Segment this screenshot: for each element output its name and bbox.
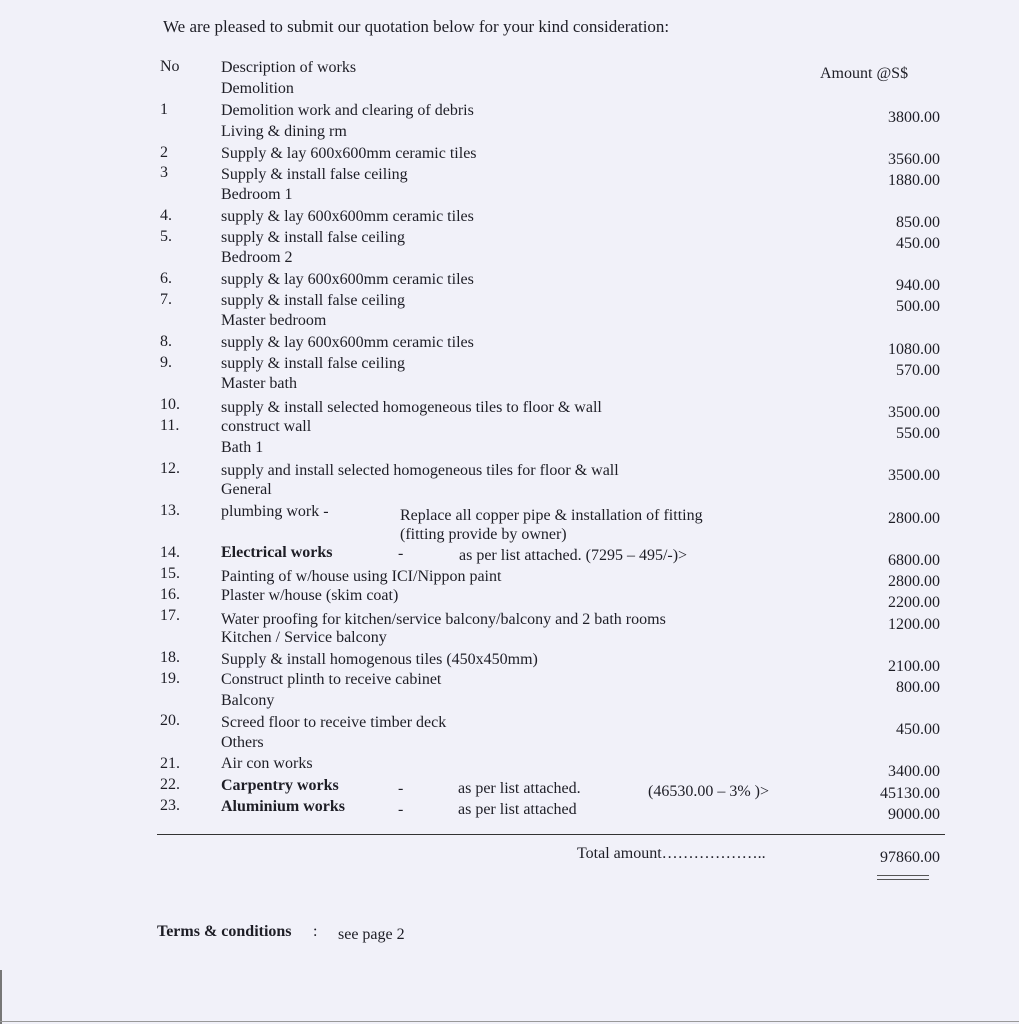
item-dash: - (398, 545, 404, 562)
item-description: Screed floor to receive timber deck (221, 714, 447, 731)
section-heading: Others (221, 734, 264, 751)
item-number: 20. (160, 712, 180, 729)
item-amount: 850.00 (896, 214, 940, 231)
item-number: 21. (160, 755, 180, 772)
item-dash: - (398, 780, 404, 797)
section-heading: Balcony (221, 692, 275, 709)
item-number: 15. (160, 565, 180, 582)
item-amount: 1200.00 (888, 616, 940, 633)
item-description: supply & install false ceiling (221, 229, 405, 246)
item-description: Carpentry works (221, 777, 339, 794)
item-number: 14. (160, 544, 180, 561)
item-number: 17. (160, 607, 180, 624)
item-detail: (46530.00 – 3% )> (648, 783, 770, 800)
item-description: supply and install selected homogeneous tiles for floor & wall (221, 462, 619, 479)
item-description: Electrical works (221, 544, 333, 561)
item-amount: 450.00 (896, 235, 940, 252)
section-heading: Kitchen / Service balcony (221, 629, 387, 646)
item-number: 6. (160, 270, 172, 287)
section-heading: General (221, 481, 272, 498)
total-label: Total amount……………….. (577, 845, 766, 862)
section-heading: Bedroom 1 (221, 186, 293, 203)
scan-edge (0, 1021, 1019, 1022)
terms-colon: : (313, 923, 318, 940)
item-number: 11. (160, 417, 180, 434)
item-amount: 3800.00 (888, 109, 940, 126)
item-description: Air con works (221, 755, 313, 772)
item-amount: 800.00 (896, 679, 940, 696)
item-number: 5. (160, 228, 172, 245)
item-amount: 1080.00 (888, 341, 940, 358)
item-amount: 940.00 (896, 277, 940, 294)
item-description: supply & lay 600x600mm ceramic tiles (221, 208, 474, 225)
item-amount: 570.00 (896, 362, 940, 379)
item-detail: (fitting provide by owner) (400, 526, 567, 543)
item-amount: 500.00 (896, 298, 940, 315)
item-number: 12. (160, 460, 180, 477)
header-amount: Amount @S$ (820, 65, 909, 82)
item-description: supply & lay 600x600mm ceramic tiles (221, 334, 474, 351)
item-amount: 2800.00 (888, 510, 940, 527)
item-number: 10. (160, 396, 180, 413)
item-number: 3 (160, 164, 168, 181)
item-number: 1 (160, 101, 168, 118)
section-heading: Bedroom 2 (221, 249, 293, 266)
item-number: 19. (160, 670, 180, 687)
item-amount: 1880.00 (888, 172, 940, 189)
item-dash: - (398, 801, 404, 818)
intro-text: We are pleased to submit our quotation below for your kind consideration: (163, 17, 670, 36)
item-number: 9. (160, 354, 172, 371)
item-detail: as per list attached. (458, 780, 581, 797)
item-amount: 3400.00 (888, 763, 940, 780)
item-amount: 2800.00 (888, 573, 940, 590)
item-description: construct wall (221, 418, 312, 435)
item-amount: 450.00 (896, 721, 940, 738)
section-heading: Master bath (221, 375, 297, 392)
item-number: 23. (160, 797, 180, 814)
item-amount: 2200.00 (888, 594, 940, 611)
item-description: Supply & install false ceiling (221, 166, 408, 183)
item-amount: 9000.00 (888, 806, 940, 823)
section-heading: Bath 1 (221, 439, 264, 456)
total-divider (157, 834, 945, 835)
item-number: 7. (160, 291, 172, 308)
item-number: 13. (160, 502, 180, 519)
terms-label: Terms & conditions (157, 923, 292, 940)
item-number: 18. (160, 649, 180, 666)
item-amount: 6800.00 (888, 552, 940, 569)
item-number: 2 (160, 144, 168, 161)
item-description: supply & lay 600x600mm ceramic tiles (221, 271, 474, 288)
item-number: 16. (160, 586, 180, 603)
item-detail: as per list attached (458, 801, 577, 818)
item-amount: 45130.00 (880, 785, 940, 802)
total-double-underline (877, 875, 929, 880)
item-description: Painting of w/house using ICI/Nippon paint (221, 568, 502, 585)
item-detail: as per list attached. (7295 – 495/-)> (459, 547, 688, 564)
total-amount: 97860.00 (880, 849, 940, 866)
item-description: Demolition work and clearing of debris (221, 102, 474, 119)
section-heading: Living & dining rm (221, 123, 347, 140)
item-amount: 2100.00 (888, 658, 940, 675)
item-description: Construct plinth to receive cabinet (221, 671, 442, 688)
item-description: plumbing work - (221, 503, 329, 520)
item-description: Water proofing for kitchen/service balcony/balcony and 2 bath rooms (221, 611, 666, 628)
item-description: Aluminium works (221, 798, 346, 815)
item-description: Plaster w/house (skim coat) (221, 587, 399, 604)
item-amount: 3500.00 (888, 404, 940, 421)
terms-value: see page 2 (338, 926, 405, 943)
item-description: Supply & install homogenous tiles (450x450mm) (221, 651, 538, 668)
section-heading: Demolition (221, 80, 294, 97)
item-number: 8. (160, 333, 172, 350)
item-number: 4. (160, 207, 172, 224)
item-amount: 3560.00 (888, 151, 940, 168)
item-description: supply & install selected homogeneous tiles to floor & wall (221, 399, 602, 416)
item-detail: Replace all copper pipe & installation of fitting (400, 507, 703, 524)
item-amount: 550.00 (896, 425, 940, 442)
section-heading: Master bedroom (221, 312, 327, 329)
item-number: 22. (160, 776, 180, 793)
header-description: Description of works (221, 59, 357, 76)
header-no: No (160, 58, 180, 75)
item-description: Supply & lay 600x600mm ceramic tiles (221, 145, 477, 162)
scan-edge (0, 970, 2, 1024)
item-description: supply & install false ceiling (221, 292, 405, 309)
item-description: supply & install false ceiling (221, 355, 405, 372)
item-amount: 3500.00 (888, 467, 940, 484)
